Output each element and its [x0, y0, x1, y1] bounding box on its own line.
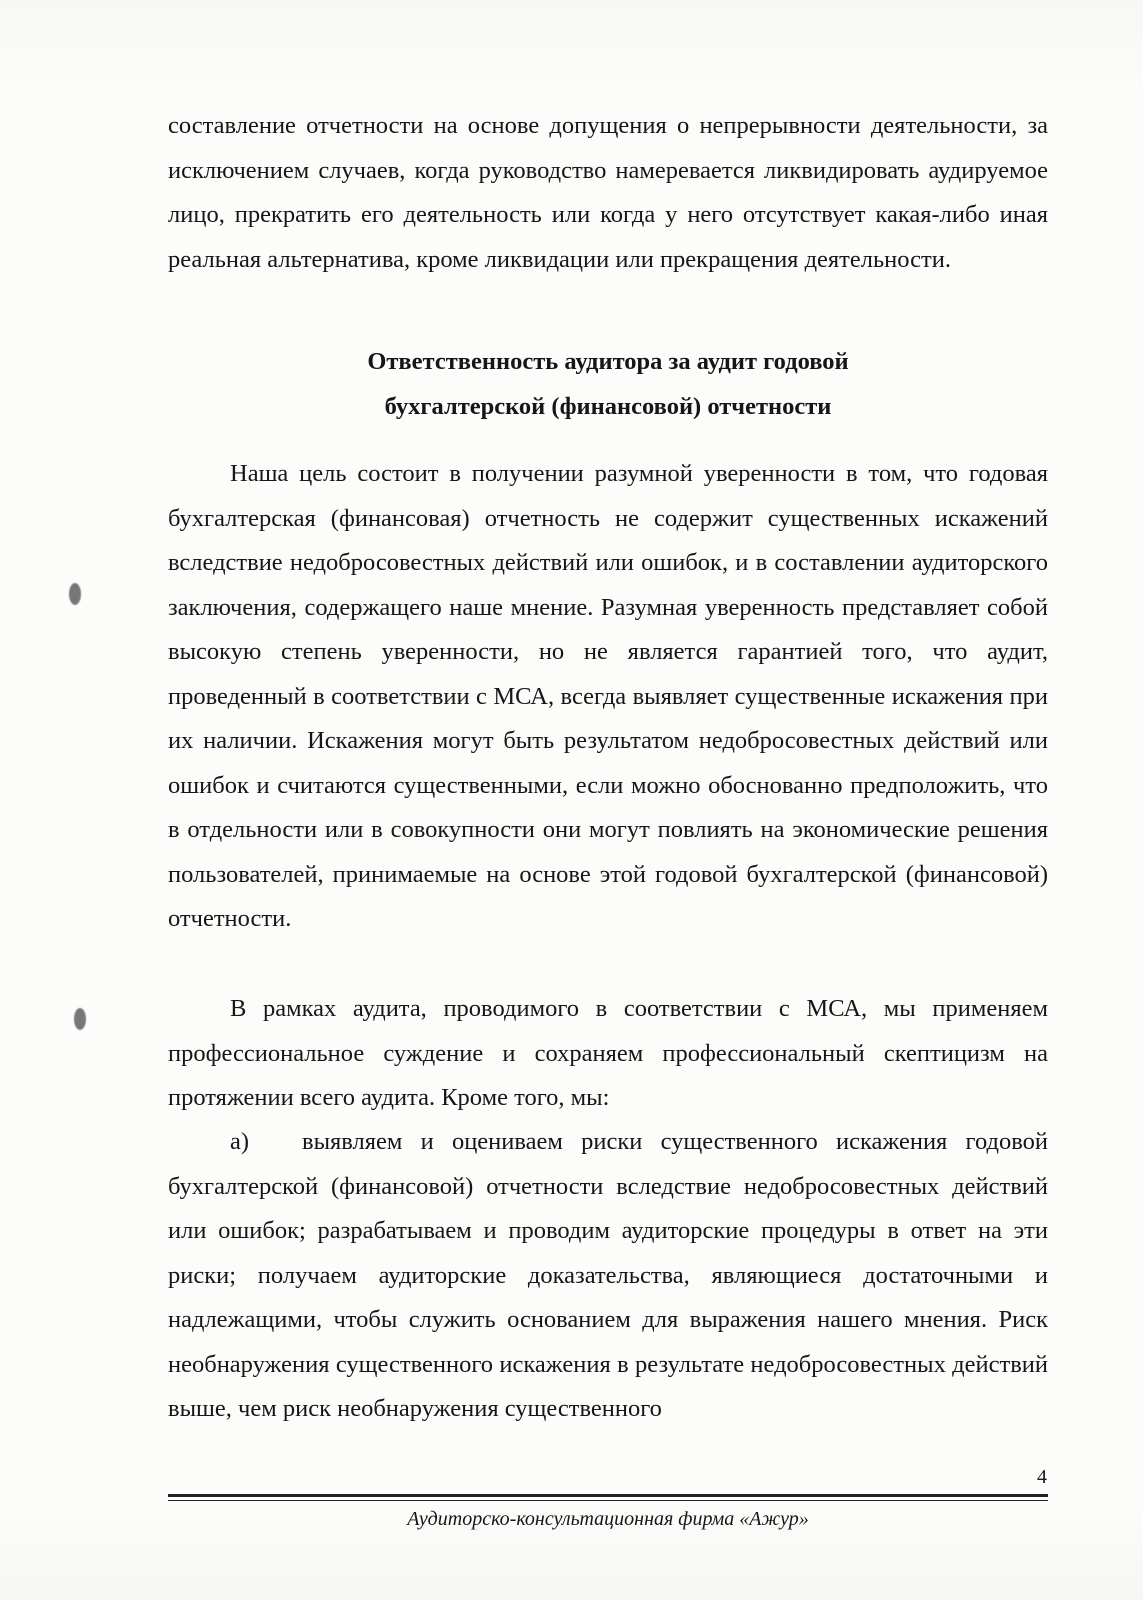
- section-heading: [168, 340, 1048, 429]
- page-number: 4: [1037, 1466, 1047, 1488]
- paragraph-text: составление отчетности на основе допущения о непрерывности деятельности, за исключением случаев, когда руководство намеревается ликвидировать аудируемое лицо, прекратить его деятельность или когда у него отсутствует какая-либо иная реальная альтернатива, кроме ликвидации или прекращения деятельности.: [168, 112, 1048, 273]
- section-heading-line-2: бухгалтерской (финансовой) отчетности: [384, 392, 832, 420]
- paragraph-text: В рамках аудита, проводимого в соответствии с МСА, мы применяем профессиональное суждение и сохраняем профессиональный скептицизм на протяжении всего аудита. Кроме того, мы:: [168, 995, 1048, 1111]
- footer-rule-thin: [168, 1500, 1048, 1501]
- list-marker: а): [230, 1128, 250, 1155]
- body-paragraph-objective: [168, 452, 1048, 942]
- list-item-a: [168, 1120, 1048, 1432]
- section-heading-line-1: Ответственность аудитора за аудит годовой: [367, 348, 849, 375]
- list-item-text: [168, 1120, 1048, 1432]
- punch-hole-mark: [74, 1008, 86, 1030]
- body-paragraph-continued: [168, 104, 1048, 282]
- body-paragraph-scope: [168, 987, 1048, 1121]
- footer-company-name: Аудиторско-консультационная фирма «Ажур»: [407, 1508, 809, 1530]
- footer-rule-thick: [168, 1494, 1048, 1497]
- paragraph-text: Наша цель состоит в получении разумной уверенности в том, что годовая бухгалтерская (финансовая) отчетность не содержит существенных искажений вследствие недобросовестных действий или ошибок, и в составлении аудиторского заключения, содержащего наше мнение. Разумная уверенность представляет собой высокую степень уверенности, но не является гарантией того, что аудит, проведенный в соответствии с МСА, всегда выявляет существенные искажения при их наличии. Искажения могут быть результатом недобросовестных действий или ошибок и считаются существенными, если можно обоснованно предположить, что в отдельности или в совокупности они могут повлиять на экономические решения пользователей, принимаемые на основе этой годовой бухгалтерской (финансовой) отчетности.: [168, 460, 1048, 932]
- punch-hole-mark: [69, 583, 81, 605]
- list-item-body: выявляем и оцениваем риски существенного искажения годовой бухгалтерской (финансовой) отчетности вследствие недобросовестных действий или ошибок; разрабатываем и проводим аудиторские процедуры в ответ на эти риски; получаем аудиторские доказательства, являющиеся достаточными и надлежащими, чтобы служить основанием для выражения нашего мнения. Риск необнаружения существенного искажения в результате недобросовестных действий выше, чем риск необнаружения существенного: [168, 1128, 1048, 1422]
